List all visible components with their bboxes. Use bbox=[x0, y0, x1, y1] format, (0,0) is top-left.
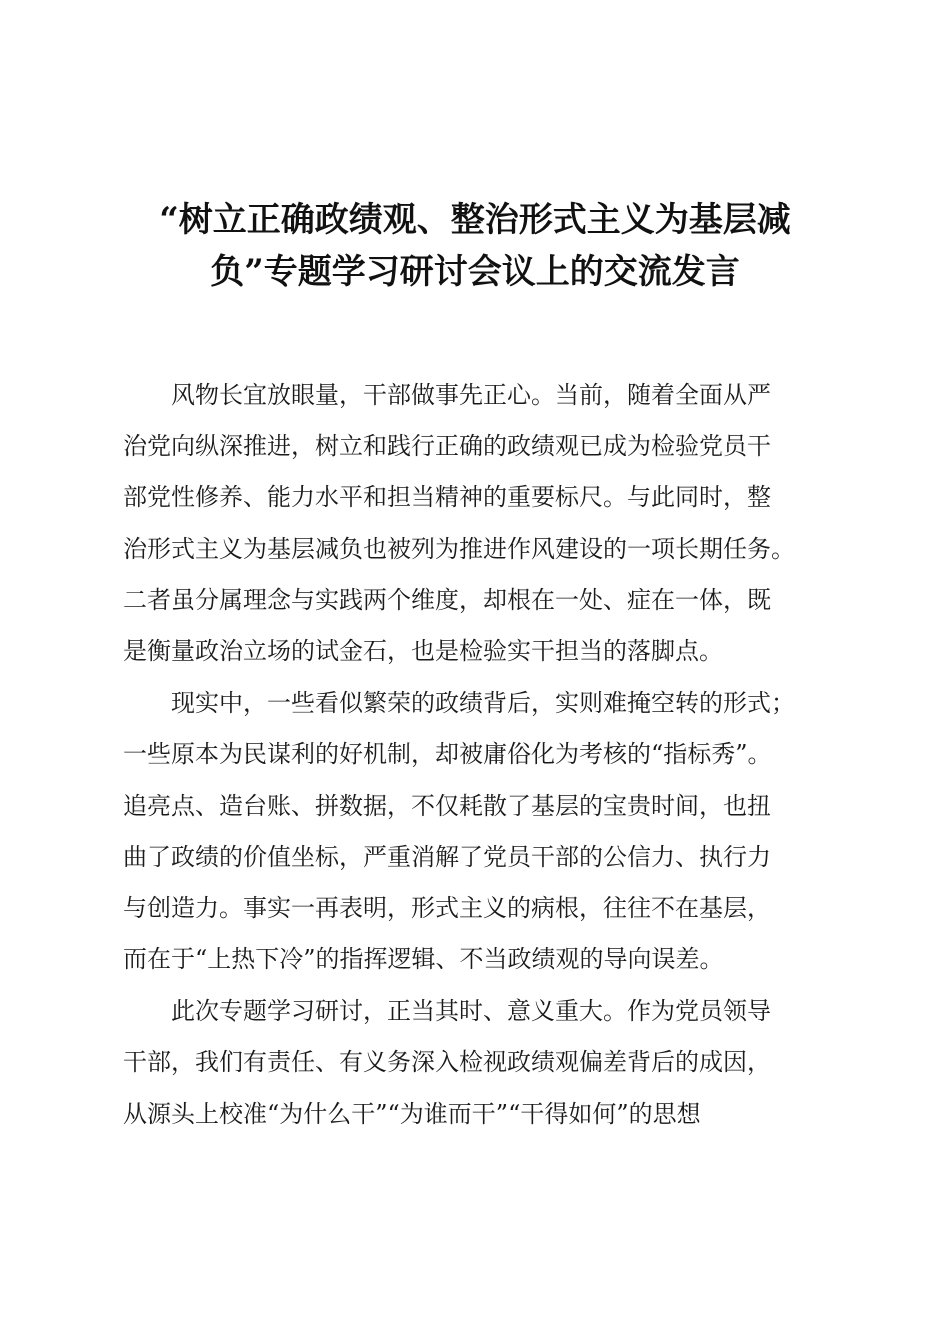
document-body bbox=[123, 370, 823, 1140]
paragraph-line: 此次专题学习研讨，正当其时、意义重大。作为党员领导 bbox=[171, 997, 771, 1026]
title-line-1: “树立正确政绩观、整治形式主义为基层减 bbox=[159, 200, 791, 240]
paragraph-line: 而在于“上热下冷”的指挥逻辑、不当政绩观的导向误差。 bbox=[123, 945, 724, 974]
paragraph-line: 干部，我们有责任、有义务深入检视政绩观偏差背后的成因， bbox=[123, 1048, 771, 1077]
paragraph-line: 从源头上校准“为什么干”“为谁而干”“干得如何”的思想 bbox=[123, 1099, 701, 1128]
paragraph-3 bbox=[123, 986, 823, 1140]
title-line-2: 负”专题学习研讨会议上的交流发言 bbox=[210, 252, 740, 292]
paragraph-line: 二者虽分属理念与实践两个维度，却根在一处、症在一体，既 bbox=[123, 585, 771, 614]
paragraph-1 bbox=[123, 370, 823, 677]
document-title bbox=[120, 194, 830, 298]
paragraph-line: 一些原本为民谋利的好机制，却被庸俗化为考核的“指标秀”。 bbox=[123, 740, 772, 769]
paragraph-line: 现实中，一些看似繁荣的政绩背后，实则难掩空转的形式； bbox=[171, 689, 795, 718]
paragraph-line: 治党向纵深推进，树立和践行正确的政绩观已成为检验党员干 bbox=[123, 432, 771, 461]
paragraph-line: 治形式主义为基层减负也被列为推进作风建设的一项长期任务。 bbox=[123, 534, 795, 563]
paragraph-line: 曲了政绩的价值坐标，严重消解了党员干部的公信力、执行力 bbox=[123, 842, 771, 871]
paragraph-line: 部党性修养、能力水平和担当精神的重要标尺。与此同时，整 bbox=[123, 483, 771, 512]
paragraph-2 bbox=[123, 678, 823, 985]
paragraph-line: 与创造力。事实一再表明，形式主义的病根，往往不在基层， bbox=[123, 893, 771, 922]
paragraph-line: 是衡量政治立场的试金石，也是检验实干担当的落脚点。 bbox=[123, 636, 723, 665]
paragraph-line: 风物长宜放眼量，干部做事先正心。当前，随着全面从严 bbox=[171, 381, 771, 409]
paragraph-line: 追亮点、造台账、拼数据，不仅耗散了基层的宝贵时间，也扭 bbox=[123, 791, 771, 820]
